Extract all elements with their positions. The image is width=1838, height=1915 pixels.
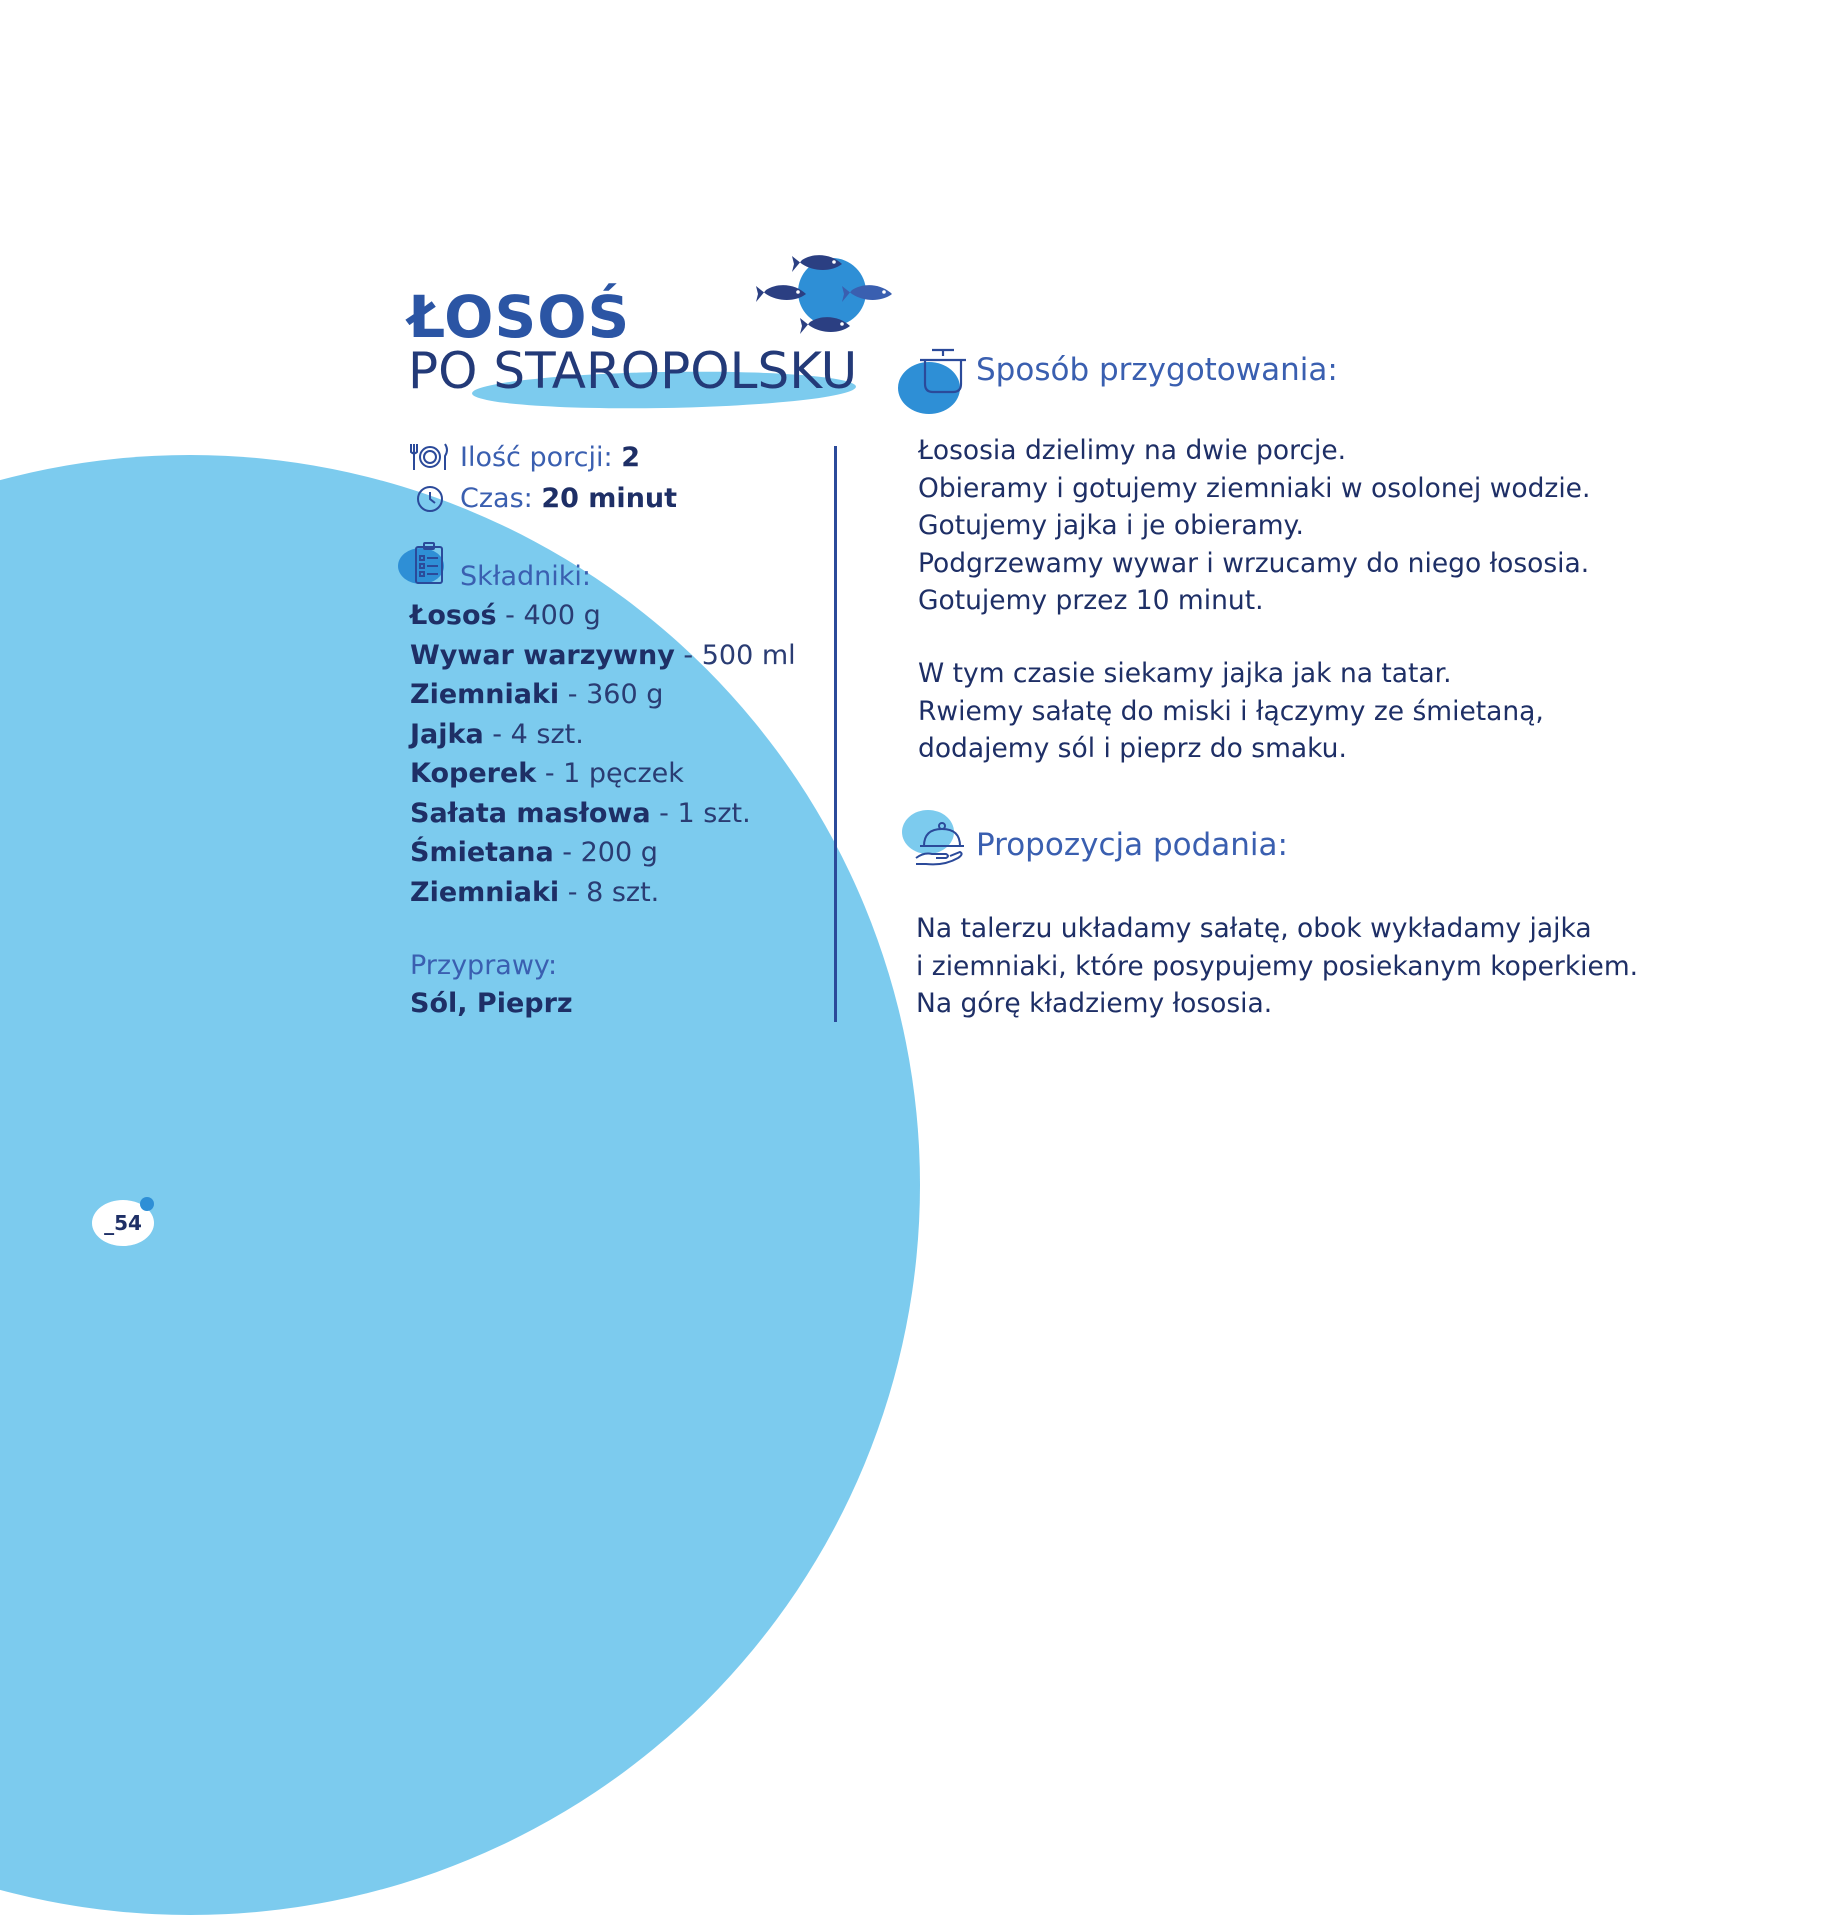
ingredients-label: Składniki: bbox=[460, 561, 591, 592]
ingredient-item bbox=[410, 715, 796, 755]
servings-row bbox=[460, 444, 640, 471]
ingredient-item bbox=[410, 596, 796, 636]
time-row bbox=[460, 485, 677, 512]
preparation-paragraph-2 bbox=[918, 655, 1544, 768]
serving-line: Na górę kładziemy łososia. bbox=[916, 988, 1273, 1019]
ingredient-item bbox=[410, 636, 796, 676]
ingredient-qty: - 1 pęczek bbox=[536, 758, 684, 789]
ingredient-name: Jajka bbox=[410, 718, 484, 750]
preparation-heading: Sposób przygotowania: bbox=[976, 352, 1338, 388]
fish-decoration bbox=[752, 246, 922, 336]
ingredient-item bbox=[410, 794, 796, 834]
preparation-paragraph-1 bbox=[918, 432, 1590, 620]
servings-value: 2 bbox=[621, 442, 640, 473]
serving-cloche-icon bbox=[914, 820, 970, 868]
ingredient-item bbox=[410, 754, 796, 794]
spices-value: Sól, Pieprz bbox=[410, 988, 573, 1019]
ingredients-list bbox=[410, 596, 796, 912]
serving-line: Na talerzu układamy sałatę, obok wykładamy jajka bbox=[916, 913, 1592, 944]
clock-icon bbox=[415, 484, 445, 514]
preparation-line: dodajemy sól i pieprz do smaku. bbox=[918, 733, 1347, 764]
spices-label: Przyprawy: bbox=[410, 950, 558, 981]
recipe-title: ŁOSOŚ bbox=[408, 283, 631, 351]
ingredient-name: Sałata masłowa bbox=[410, 797, 651, 829]
page-number-dot bbox=[140, 1197, 154, 1211]
ingredient-qty: - 1 szt. bbox=[650, 797, 751, 829]
time-value: 20 minut bbox=[541, 483, 678, 514]
preparation-line: Rwiemy sałatę do miski i łączymy ze śmietaną, bbox=[918, 695, 1544, 727]
cooking-pot-icon bbox=[918, 346, 968, 396]
ingredient-item bbox=[410, 675, 796, 715]
plate-cutlery-icon bbox=[410, 442, 450, 472]
preparation-line: W tym czasie siekamy jajka jak na tatar. bbox=[918, 658, 1452, 689]
preparation-line: Gotujemy przez 10 minut. bbox=[918, 585, 1264, 616]
ingredient-qty: - 8 szt. bbox=[559, 876, 660, 908]
ingredient-name: Koperek bbox=[410, 758, 537, 789]
serving-line: i ziemniaki, które posypujemy posiekanym koperkiem. bbox=[916, 950, 1639, 982]
ingredient-name: Śmietana bbox=[410, 837, 554, 868]
ingredient-qty: - 200 g bbox=[553, 837, 658, 868]
servings-label: Ilość porcji: bbox=[460, 442, 613, 473]
ingredient-name: Ziemniaki bbox=[410, 876, 560, 908]
ingredient-qty: - 4 szt. bbox=[483, 718, 584, 750]
ingredient-item bbox=[410, 873, 796, 913]
recipe-subtitle: PO STAROPOLSKU bbox=[408, 342, 858, 400]
ingredient-name: Łosoś bbox=[410, 600, 497, 631]
time-label: Czas: bbox=[460, 483, 533, 514]
ingredient-qty: - 400 g bbox=[496, 600, 601, 631]
ingredient-name: Wywar warzywny bbox=[410, 639, 675, 671]
ingredient-qty: - 500 ml bbox=[674, 639, 796, 671]
clipboard-list-icon bbox=[414, 542, 446, 586]
ingredient-qty: - 360 g bbox=[559, 679, 664, 710]
preparation-line: Obieramy i gotujemy ziemniaki w osolonej wodzie. bbox=[918, 472, 1591, 504]
page-number: _54 bbox=[92, 1200, 154, 1246]
ingredient-name: Ziemniaki bbox=[410, 679, 560, 710]
preparation-line: Łososia dzielimy na dwie porcje. bbox=[918, 435, 1347, 466]
column-divider bbox=[834, 446, 837, 1022]
serving-heading: Propozycja podania: bbox=[976, 827, 1288, 863]
ingredient-item bbox=[410, 833, 796, 873]
serving-paragraph bbox=[916, 910, 1638, 1023]
preparation-line: Gotujemy jajka i je obieramy. bbox=[918, 510, 1304, 541]
preparation-line: Podgrzewamy wywar i wrzucamy do niego łososia. bbox=[918, 547, 1590, 579]
